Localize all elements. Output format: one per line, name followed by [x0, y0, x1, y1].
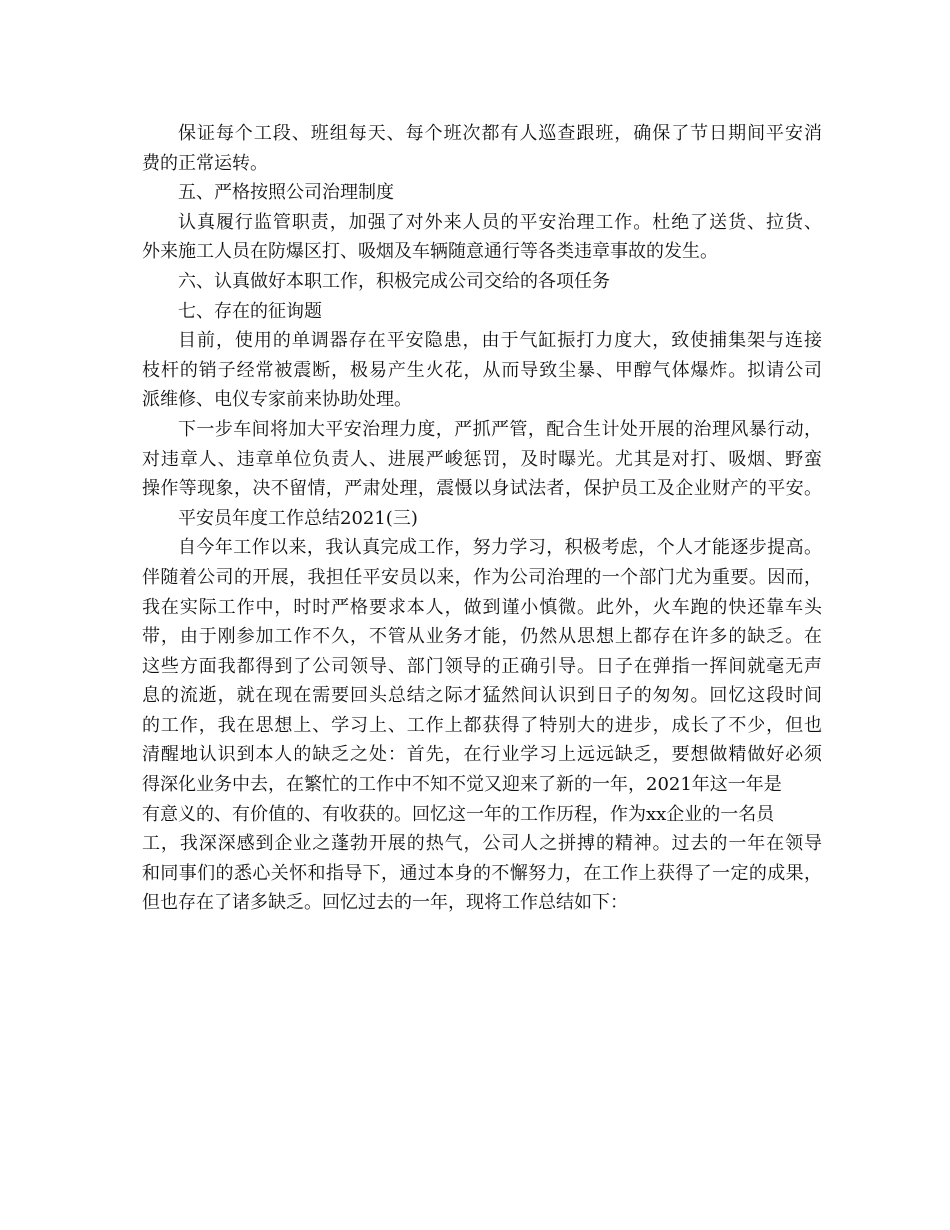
- text-line: 保证每个工段、班组每天、每个班次都有人巡查跟班，确保了节日期间平安消: [178, 123, 822, 144]
- text-line: 对违章人、违章单位负责人、进展严峻惩罚，及时曝光。尤其是对打、吸烟、野蛮: [142, 448, 822, 470]
- text-line: 和同事们的悉心关怀和指导下，通过本身的不懈努力，在工作上获得了一定的成果，: [142, 862, 822, 884]
- text-line: 但也存在了诸多缺乏。回忆过去的一年，现将工作总结如下：: [142, 892, 628, 914]
- text-line: 自今年工作以来，我认真完成工作，努力学习，积极考虑，个人才能逐步提高。: [178, 537, 822, 559]
- text-line: 伴随着公司的开展，我担任平安员以来，作为公司治理的一个部门尤为重要。因而，: [142, 566, 822, 588]
- text-line: 清醒地认识到本人的缺乏之处：首先，在行业学习上远远缺乏，要想做精做好必须: [142, 744, 822, 766]
- text-line: 这些方面我都得到了公司领导、部门领导的正确引导。日子在弹指一挥间就毫无声: [142, 655, 822, 677]
- text-line: 七、存在的征询题: [178, 300, 322, 322]
- text-line: 工，我深深感到企业之蓬勃开展的热气，公司人之拼搏的精神。过去的一年在领导: [142, 833, 822, 855]
- text-line: 六、认真做好本职工作，积极完成公司交给的各项任务: [178, 270, 610, 292]
- text-line: 目前，使用的单调器存在平安隐患，由于气缸振打力度大，致使捕集架与连接: [178, 330, 822, 352]
- text-line: 操作等现象，决不留情，严肃处理，震慑以身试法者，保护员工及企业财产的平安。: [142, 478, 822, 500]
- text-line: 枝杆的销子经常被震断，极易产生火花，从而导致尘暴、甲醇气体爆炸。拟请公司: [142, 359, 822, 381]
- text-line: 外来施工人员在防爆区打、吸烟及车辆随意通行等各类违章事故的发生。: [142, 241, 718, 263]
- text-line: 五、严格按照公司治理制度: [178, 182, 394, 204]
- text-line: 息的流逝，就在现在需要回头总结之际才猛然间认识到日子的匆匆。回忆这段时间: [142, 685, 822, 707]
- document-body: [142, 119, 822, 918]
- text-line: 的工作，我在思想上、学习上、工作上都获得了特别大的进步，成长了不少，但也: [142, 714, 822, 736]
- text-line: 有意义的、有价值的、有收获的。回忆这一年的工作历程，作为xx企业的一名员: [142, 803, 775, 825]
- text-line: 下一步车间将加大平安治理力度，严抓严管，配合生计处开展的治理风暴行动，: [178, 418, 822, 440]
- text-line: 派维修、电仪专家前来协助处理。: [142, 389, 412, 411]
- text-line: 带，由于刚参加工作不久，不管从业务才能，仍然从思想上都存在许多的缺乏。在: [142, 626, 822, 648]
- text-line: 费的正常运转。: [142, 152, 268, 174]
- text-line: 得深化业务中去，在繁忙的工作中不知不觉又迎来了新的一年，2021年这一年是: [142, 774, 782, 796]
- text-line: 平安员年度工作总结2021(三): [178, 507, 418, 529]
- text-line: 认真履行监管职责，加强了对外来人员的平安治理工作。杜绝了送货、拉货、: [178, 211, 822, 233]
- text-line: 我在实际工作中，时时严格要求本人，做到谨小慎微。此外，火车跑的快还靠车头: [142, 596, 822, 618]
